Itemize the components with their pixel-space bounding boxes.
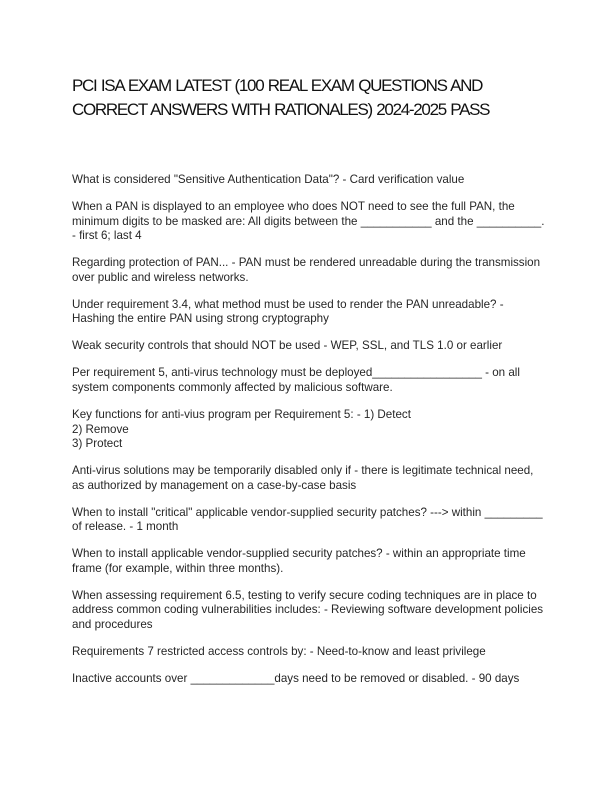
qa-item-10: When to install applicable vendor-supplied security patches? - within an appropriate time frame (for example, within three months). [72, 547, 526, 575]
qa-item-9: When to install "critical" applicable vendor-supplied security patches? ---> within _________ of release. - 1 month [72, 505, 543, 534]
qa-item-7: Key functions for anti-vius program per Requirement 5: - 1) Detect 2) Remove 3) Protect [72, 408, 411, 451]
qa-item-5: Weak security controls that should NOT be used - WEP, SSL, and TLS 1.0 or earlier [72, 339, 503, 353]
qa-item-1: What is considered "Sensitive Authentication Data"? - Card verification value [72, 173, 465, 186]
document-title: PCI ISA EXAM LATEST (100 REAL EXAM QUESTIONS AND CORRECT ANSWERS WITH RATIONALES) 2024-2025 PASS [72, 76, 490, 119]
qa-item-13: Inactive accounts over _____________days need to be removed or disabled. - 90 days [72, 672, 520, 686]
qa-item-8: Anti-virus solutions may be temporarily disabled only if - there is legitimate technical need, as authorized by management on a case-by-case basis [72, 464, 534, 492]
qa-item-2: When a PAN is displayed to an employee who does NOT need to see the full PAN, the minimum digits to be masked are: All digits between the ___________ and the __________. - first 6; last 4 [72, 200, 545, 243]
qa-item-12: Requirements 7 restricted access controls by: - Need-to-know and least privilege [72, 645, 486, 659]
qa-item-6: Per requirement 5, anti-virus technology must be deployed_________________ - on all system components commonly affected by malicious software. [72, 366, 520, 394]
qa-item-11: When assessing requirement 6.5, testing to verify secure coding techniques are in place to address common coding vulnerabilities includes: - Reviewing software development policies and procedures [72, 588, 544, 631]
qa-item-4: Under requirement 3.4, what method must be used to render the PAN unreadable? - Hashing the entire PAN using strong cryptography [72, 297, 504, 326]
qa-item-3: Regarding protection of PAN... - PAN must be rendered unreadable during the transmission over public and wireless networks. [72, 256, 541, 284]
qa-list [72, 173, 547, 699]
